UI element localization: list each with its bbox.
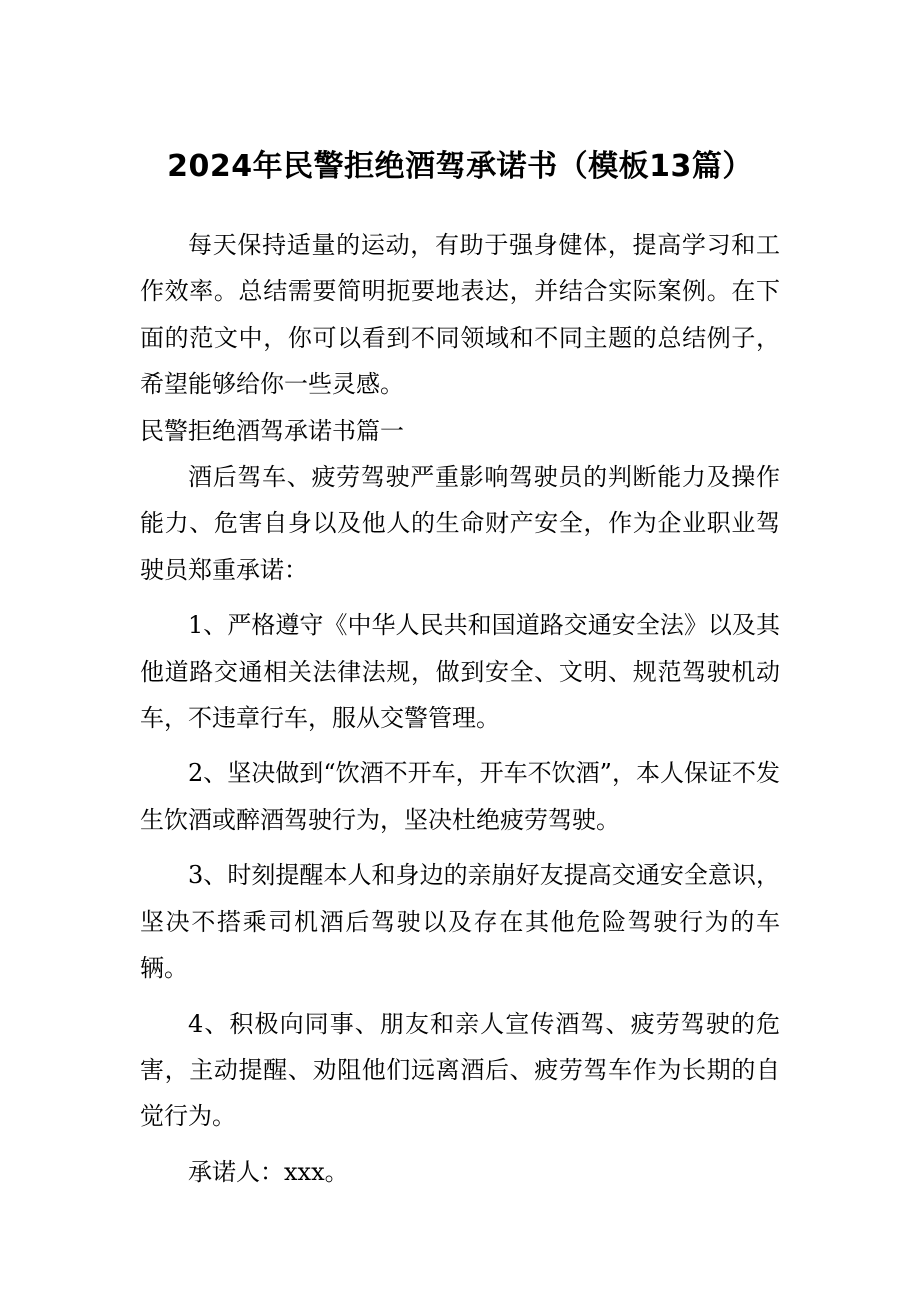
commitment-item-4: 4、积极向同事、朋友和亲人宣传酒驾、疲劳驾驶的危害，主动提醒、劝阻他们远离酒后、疲劳驾车作为长期的自觉行为。 [140, 1009, 780, 1131]
signature-line: 承诺人：xxx。 [188, 1157, 349, 1186]
document-body [140, 222, 780, 1195]
intro-paragraph: 每天保持适量的运动，有助于强身健体，提高学习和工作效率。总结需要简明扼要地表达，并结合实际案例。在下面的范文中，你可以看到不同领域和不同主题的总结例子，希望能够给你一些灵感。 [140, 231, 780, 399]
section-heading: 民警拒绝酒驾承诺书篇一 [140, 416, 404, 445]
body-paragraph: 酒后驾车、疲劳驾驶严重影响驾驶员的判断能力及操作能力、危害自身以及他人的生命财产安全，作为企业职业驾驶员郑重承诺： [140, 463, 780, 584]
commitment-item-1: 1、严格遵守《中华人民共和国道路交通安全法》以及其他道路交通相关法律法规，做到安全、文明、规范驾驶机动车，不违章行车，服从交警管理。 [140, 611, 780, 733]
commitment-item-3: 3、时刻提醒本人和身边的亲崩好友提高交通安全意识，坚决不搭乘司机酒后驾驶以及存在其他危险驾驶行为的车辆。 [140, 861, 780, 983]
document-title: 2024年民警拒绝酒驾承诺书（模板13篇） [167, 149, 753, 184]
commitment-item-2: 2、坚决做到“饮酒不开车，开车不饮酒”，本人保证不发生饮酒或醉酒驾驶行为，坚决杜绝疲劳驾驶。 [140, 759, 780, 834]
